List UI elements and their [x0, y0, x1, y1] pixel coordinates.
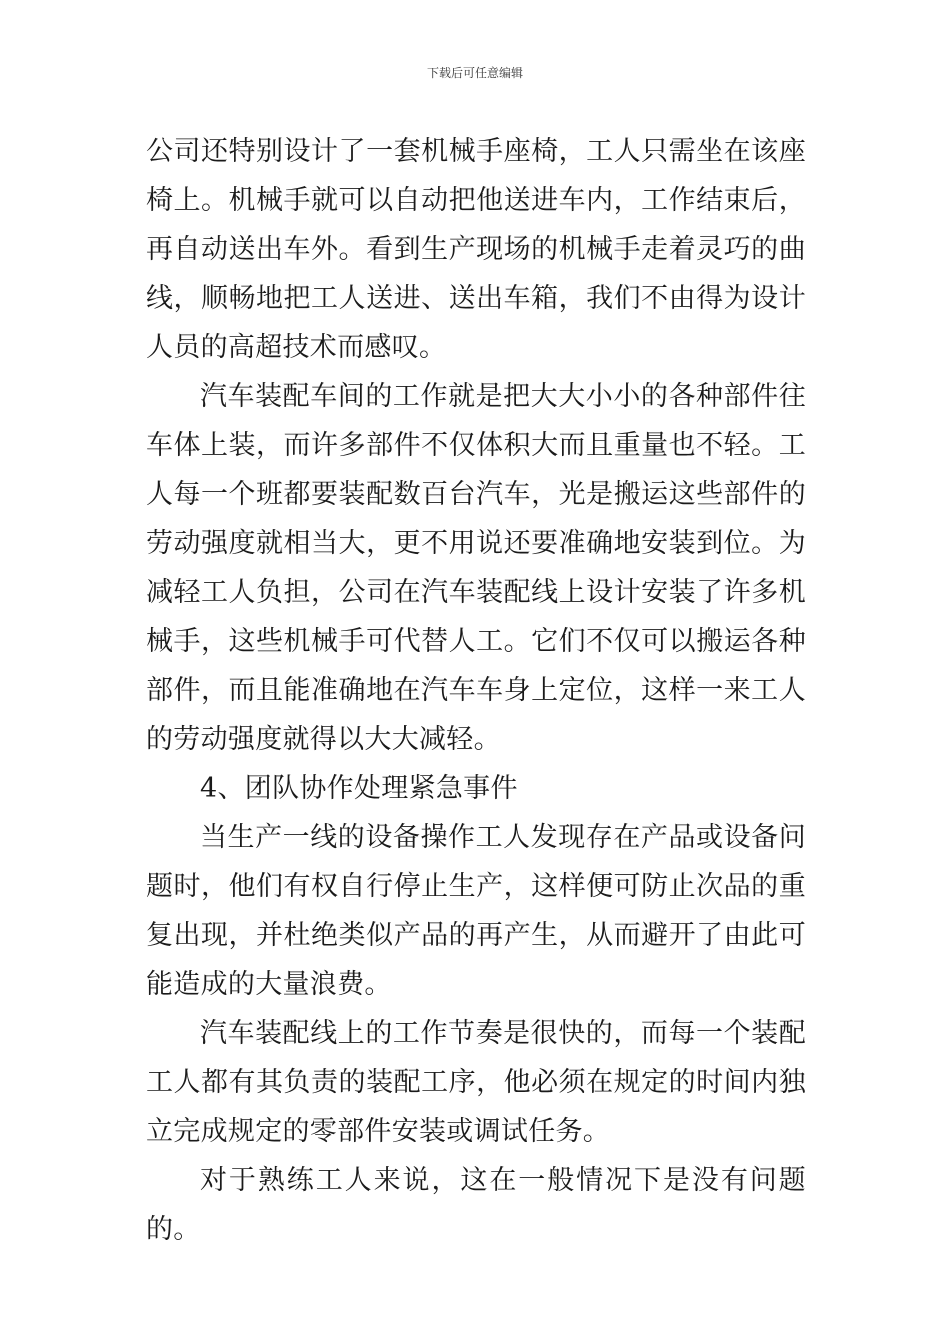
paragraph-skilled-workers: 对于熟练工人来说，这在一般情况下是没有问题的。 [146, 1165, 806, 1245]
paragraph-assembly-workshop: 汽车装配车间的工作就是把大大小小的各种部件往车体上装，而许多部件不仅体积大而且重量也不轻。工人每一个班都要装配数百台汽车，光是搬运这些部件的劳动强度就相当大，更不用说还要准确地安装到位。为减轻工人负担，公司在汽车装配线上设计安装了许多机械手，这些机械手可代替人工。它们不仅可以搬运各种部件，而且能准确地在汽车车身上定位，这样一来工人的劳动强度就得以大大减轻。 [146, 381, 806, 755]
page-header: 下载后可任意编辑 [426, 66, 523, 80]
document-body [146, 127, 806, 1254]
paragraph-robot-seat: 公司还特别设计了一套机械手座椅，工人只需坐在该座椅上。机械手就可以自动把他送进车内，工作结束后，再自动送出车外。看到生产现场的机械手走着灵巧的曲线，顺畅地把工人送进、送出车箱，我们不由得为设计人员的高超技术而感叹。 [146, 136, 806, 363]
section-heading-teamwork: 4、团队协作处理紧急事件 [200, 773, 518, 804]
paragraph-stop-production: 当生产一线的设备操作工人发现存在产品或设备问题时，他们有权自行停止生产，这样便可防止次品的重复出现，并杜绝类似产品的再产生，从而避开了由此可能造成的大量浪费。 [146, 822, 806, 1000]
paragraph-work-rhythm: 汽车装配线上的工作节奏是很快的，而每一个装配工人都有其负责的装配工序，他必须在规定的时间内独立完成规定的零部件安装或调试任务。 [146, 1018, 806, 1147]
